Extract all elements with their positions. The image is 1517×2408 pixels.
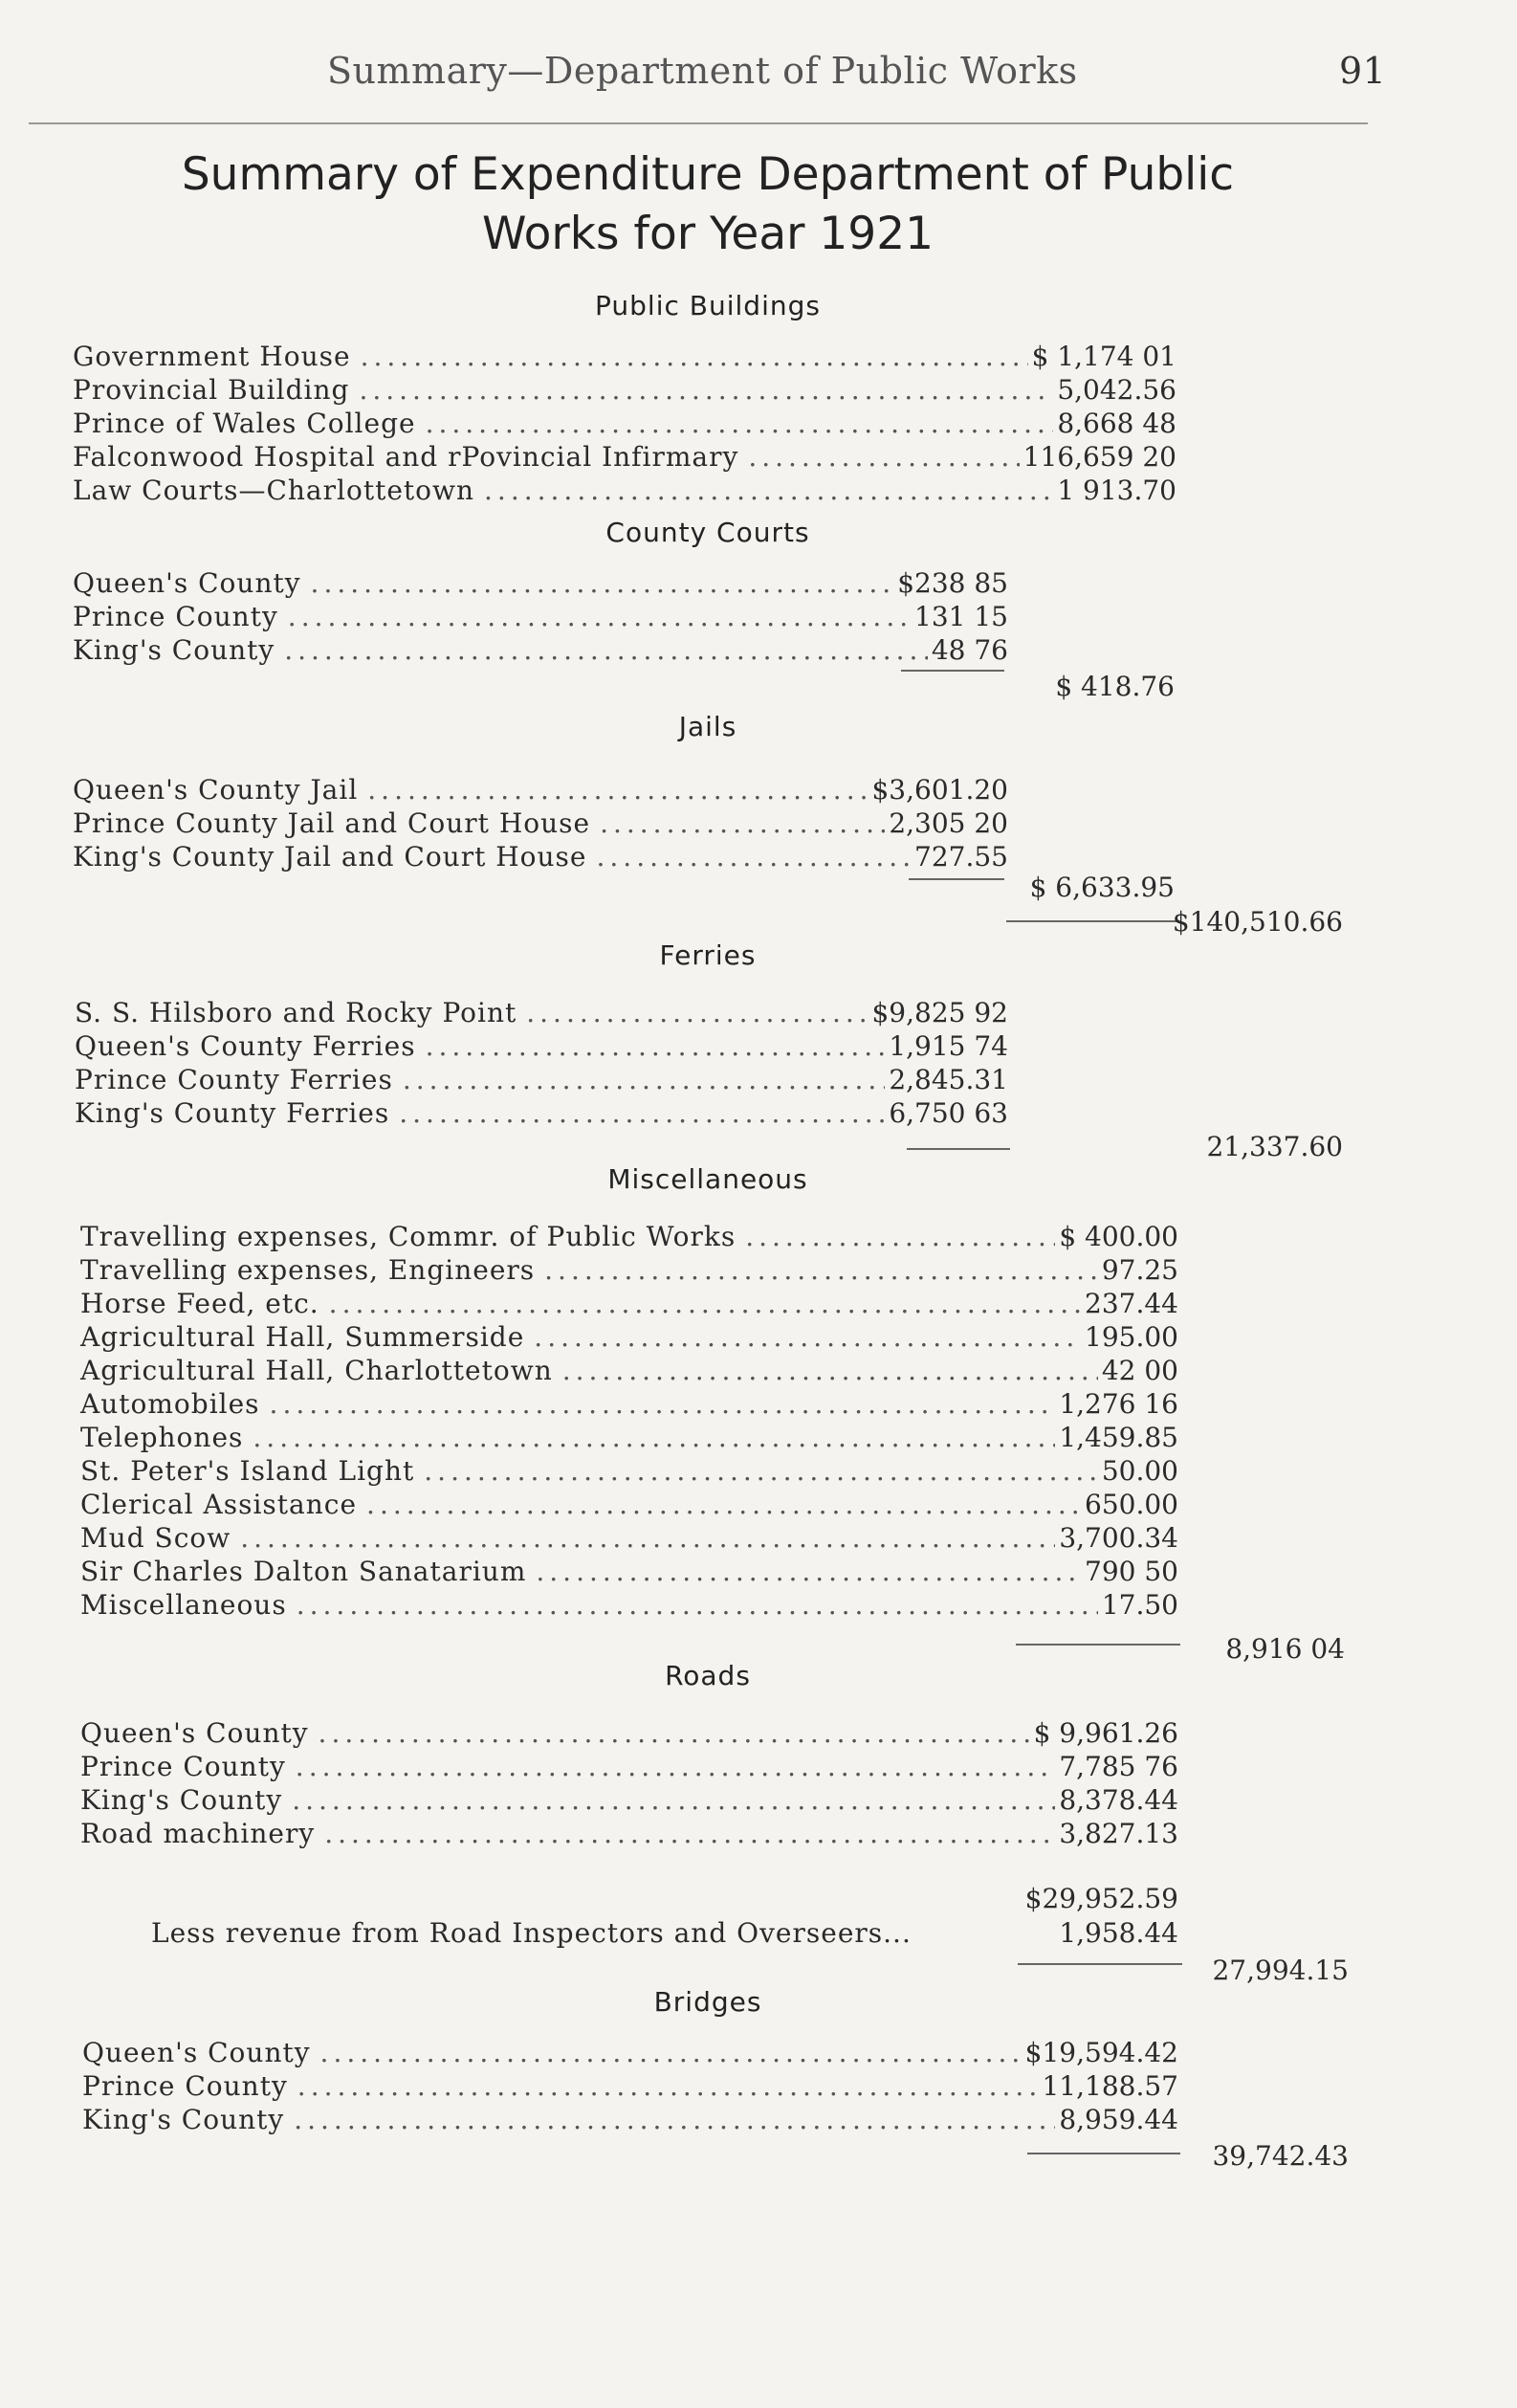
item-label: Travelling expenses, Engineers — [80, 1254, 536, 1286]
item-amount: $19,594.42 — [1024, 2037, 1178, 2068]
list-item — [73, 633, 1008, 667]
page-title-line-2: Works for Year 1921 — [481, 208, 934, 260]
item-amount: 50.00 — [1101, 1455, 1178, 1487]
item-amount: 116,659 20 — [1022, 441, 1176, 473]
item-amount: 650.00 — [1085, 1489, 1178, 1520]
item-label: Queen's County Jail — [73, 774, 359, 806]
list-item — [80, 1454, 1178, 1488]
item-amount: 2,845.31 — [889, 1064, 1008, 1095]
item-label: Automobiles — [80, 1388, 260, 1420]
list-item — [80, 1750, 1178, 1783]
item-label: Agricultural Hall, Charlottetown — [80, 1355, 553, 1386]
running-header-title: Summary—Department of Public Works — [327, 50, 1078, 92]
roads-less-revenue-amount: 1,958.44 — [1059, 1917, 1178, 1949]
item-label: King's County — [82, 2104, 285, 2135]
item-label: St. Peter's Island Light — [80, 1455, 415, 1487]
page-title-line-1: Summary of Expenditure Department of Public — [181, 148, 1235, 201]
list-item — [73, 840, 1008, 873]
bridges-total: 39,742.43 — [1212, 2140, 1349, 2172]
list-item — [80, 1783, 1178, 1817]
list-item — [80, 1320, 1178, 1354]
item-amount: 48 76 — [931, 634, 1008, 666]
list-item — [80, 1817, 1178, 1850]
list-item — [73, 440, 1176, 474]
list-item — [73, 600, 1008, 633]
list-item — [73, 773, 1008, 806]
sum-rule — [907, 1148, 1010, 1150]
item-label: Prince County Ferries — [75, 1064, 393, 1095]
item-label: Queen's County Ferries — [75, 1030, 416, 1062]
item-label: Prince County Jail and Court House — [73, 807, 591, 839]
list-item — [75, 1096, 1008, 1130]
list-item — [75, 996, 1008, 1029]
section-heading-jails: Jails — [678, 711, 737, 742]
list-item — [82, 2069, 1178, 2103]
item-amount: 3,700.34 — [1059, 1522, 1178, 1554]
item-label: Falconwood Hospital and rPovincial Infirmary — [73, 441, 739, 473]
item-label: Prince County — [82, 2070, 288, 2102]
list-item — [73, 373, 1176, 407]
item-label: Road machinery — [80, 1818, 316, 1849]
item-amount: 8,959.44 — [1059, 2104, 1178, 2135]
item-amount: $3,601.20 — [871, 774, 1008, 806]
list-item — [80, 1421, 1178, 1454]
list-item — [73, 806, 1008, 840]
list-item — [82, 2103, 1178, 2136]
list-item — [80, 1488, 1178, 1521]
item-label: Provincial Building — [73, 374, 350, 406]
item-label: Telephones — [80, 1422, 244, 1453]
item-label: Agricultural Hall, Summerside — [80, 1321, 525, 1353]
item-label: Mud Scow — [80, 1522, 231, 1554]
item-label: Prince County — [73, 601, 278, 632]
item-label: King's County Ferries — [75, 1097, 390, 1129]
item-amount: 42 00 — [1101, 1355, 1178, 1386]
item-label: Clerical Assistance — [80, 1489, 358, 1520]
item-amount: $ 400.00 — [1059, 1221, 1178, 1252]
item-amount: 790 50 — [1085, 1556, 1178, 1587]
item-amount: $9,825 92 — [871, 997, 1008, 1028]
item-amount: 131 15 — [914, 601, 1008, 632]
item-amount: 6,750 63 — [889, 1097, 1008, 1129]
list-item — [73, 474, 1176, 507]
roads-less-revenue-label: Less revenue from Road Inspectors and Overseers... — [151, 1917, 912, 1949]
list-item — [75, 1063, 1008, 1096]
county-courts-total: $ 418.76 — [1055, 671, 1175, 702]
section-heading-miscellaneous: Miscellaneous — [607, 1163, 808, 1195]
item-label: King's County Jail and Court House — [73, 841, 587, 873]
jails-total: $ 6,633.95 — [1029, 872, 1175, 903]
item-label: King's County — [80, 1784, 283, 1816]
header-rule — [29, 122, 1368, 124]
item-label: Horse Feed, etc. — [80, 1288, 319, 1319]
list-item — [82, 2036, 1178, 2069]
item-label: Prince County — [80, 1751, 286, 1782]
list-item — [75, 1029, 1008, 1063]
item-amount: 3,827.13 — [1059, 1818, 1178, 1849]
list-item — [80, 1253, 1178, 1287]
item-label: Queen's County — [82, 2037, 311, 2068]
item-label: Government House — [73, 341, 351, 372]
page-number: 91 — [1339, 50, 1387, 92]
list-item — [80, 1521, 1178, 1555]
list-item — [80, 1716, 1178, 1750]
item-label: Law Courts—Charlottetown — [73, 475, 475, 506]
item-amount: 17.50 — [1101, 1589, 1178, 1621]
item-label: Queen's County — [73, 567, 301, 599]
section-heading-county-courts: County Courts — [605, 517, 810, 548]
item-amount: 11,188.57 — [1042, 2070, 1178, 2102]
list-item — [73, 340, 1176, 373]
list-item — [73, 566, 1008, 600]
item-amount: 8,668 48 — [1057, 408, 1176, 439]
item-label: King's County — [73, 634, 275, 666]
item-amount: 97.25 — [1101, 1254, 1178, 1286]
roads-total: 27,994.15 — [1212, 1955, 1349, 1986]
item-amount: 237.44 — [1085, 1288, 1178, 1319]
item-amount: 2,305 20 — [889, 807, 1008, 839]
list-item — [80, 1287, 1178, 1320]
list-item — [80, 1354, 1178, 1387]
page-title — [67, 145, 1349, 264]
list-item — [80, 1220, 1178, 1253]
section-heading-ferries: Ferries — [659, 939, 757, 971]
section-heading-roads: Roads — [665, 1660, 751, 1691]
item-amount: 1,459.85 — [1059, 1422, 1178, 1453]
item-label: Sir Charles Dalton Sanatarium — [80, 1556, 527, 1587]
item-amount: $ 1,174 01 — [1031, 341, 1176, 372]
roads-subtotal: $29,952.59 — [1024, 1883, 1178, 1914]
section-heading-public-buildings: Public Buildings — [595, 290, 821, 321]
section-heading-bridges: Bridges — [653, 1986, 762, 2018]
list-item — [80, 1588, 1178, 1622]
item-amount: 727.55 — [914, 841, 1008, 873]
item-amount: 195.00 — [1085, 1321, 1178, 1353]
item-label: Travelling expenses, Commr. of Public Works — [80, 1221, 737, 1252]
item-amount: 5,042.56 — [1057, 374, 1176, 406]
item-label: S. S. Hilsboro and Rocky Point — [75, 997, 517, 1028]
item-label: Prince of Wales College — [73, 408, 416, 439]
ferries-total: 21,337.60 — [1206, 1131, 1343, 1162]
list-item — [73, 407, 1176, 440]
item-label: Queen's County — [80, 1717, 309, 1749]
miscellaneous-total: 8,916 04 — [1225, 1633, 1345, 1665]
item-amount: 7,785 76 — [1059, 1751, 1178, 1782]
item-amount: $ 9,961.26 — [1033, 1717, 1178, 1749]
item-amount: 8,378.44 — [1059, 1784, 1178, 1816]
roads-less-revenue-row — [151, 1916, 1178, 1950]
grand-total-buildings-courts-jails: $140,510.66 — [1172, 906, 1343, 938]
list-item — [80, 1555, 1178, 1588]
item-amount: 1 913.70 — [1057, 475, 1176, 506]
item-amount: $238 85 — [897, 567, 1008, 599]
list-item — [80, 1387, 1178, 1421]
item-amount: 1,276 16 — [1059, 1388, 1178, 1420]
item-label: Miscellaneous — [80, 1589, 287, 1621]
item-amount: 1,915 74 — [889, 1030, 1008, 1062]
